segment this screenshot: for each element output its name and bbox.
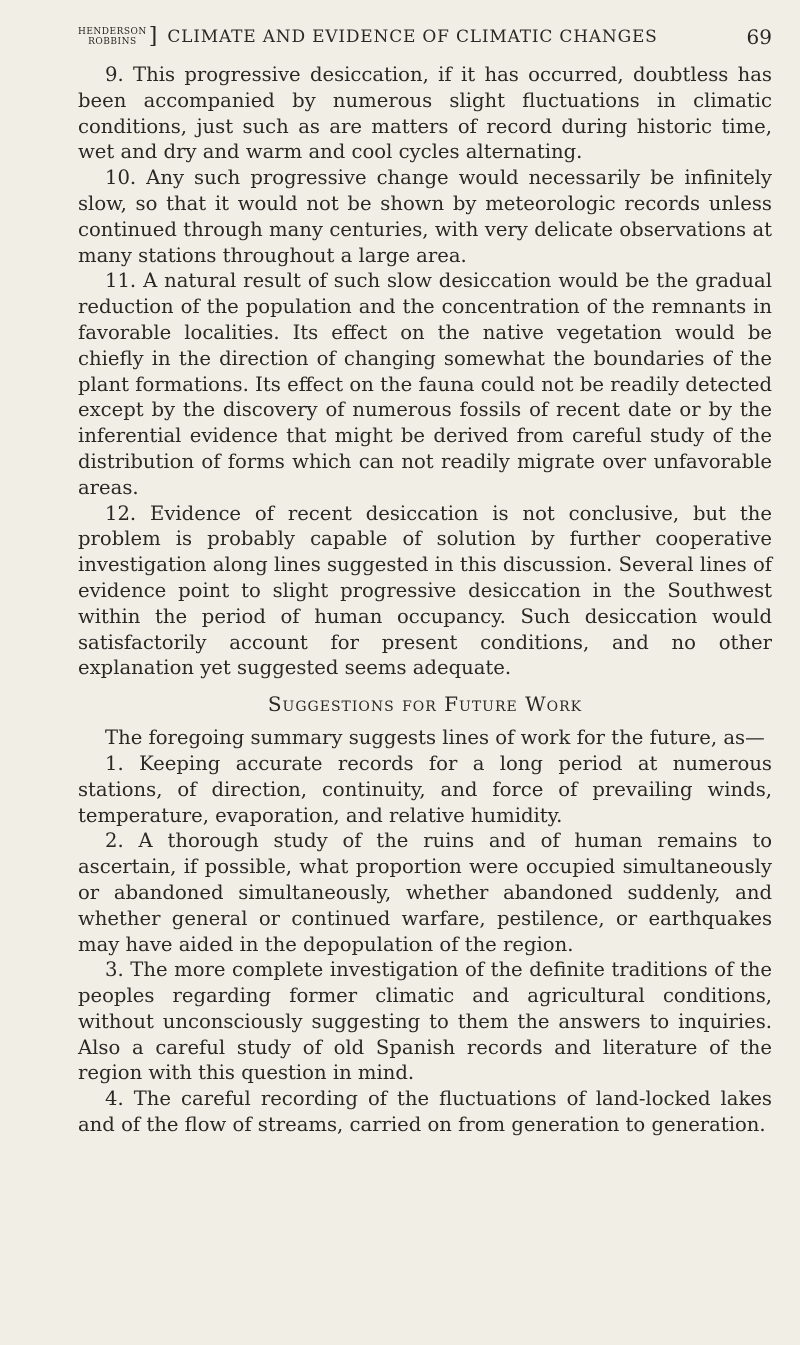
intro-paragraph: The foregoing summary suggests lines of work for the future, as— — [105, 726, 765, 750]
paragraph-12: 12. Evidence of recent desiccation is not conclusive, but the problem is probably capable of solution by further cooperative investigation along lines suggested in this discussion. Several lines of evidence point to slight progressive desiccation in the Southwest within the period of human occupancy. Such desiccation would satisfactorily account for present conditions, and no other explanation yet suggested seems adequate. — [78, 501, 772, 680]
paragraph-10: 10. Any such progressive change would necessarily be infinitely slow, so that it would not be shown by meteorologic records unless continued through many centuries, with very delicate observations at many stations throughout a large area. — [78, 166, 772, 267]
running-head — [78, 24, 772, 50]
suggestion-4: 4. The careful recording of the fluctuations of land-locked lakes and of the flow of streams, carried on from generation to generation. — [78, 1087, 772, 1137]
author-bracket — [78, 26, 157, 48]
body-text — [78, 62, 772, 1138]
suggestion-1: 1. Keeping accurate records for a long period at numerous stations, of direction, continuity, and force of prevailing winds, temperature, evaporation, and relative humidity. — [78, 751, 772, 827]
suggestion-3: 3. The more complete investigation of the definite traditions of the peoples regarding former climatic and agricultural conditions, without unconsciously suggesting to them the answers to inquiries. Also a careful study of old Spanish records and literature of the region with this question in mind. — [78, 958, 772, 1085]
author-bracket-glyph: ] — [148, 24, 158, 49]
author-name: HENDERSON — [78, 27, 147, 37]
author-names — [78, 27, 147, 47]
paragraph-11: 11. A natural result of such slow desiccation would be the gradual reduction of the population and the concentration of the remnants in favorable localities. Its effect on the native vegetation would be chiefly in the direction of changing somewhat the boundaries of the plant formations. Its effect on the fauna could not be readily detected except by the discovery of numerous fossils of recent date or by the inferential evidence that might be derived from careful study of the distribution of forms which can not readily migrate over unfavorable areas. — [78, 269, 772, 499]
running-title: CLIMATE AND EVIDENCE OF CLIMATIC CHANGES — [167, 27, 658, 47]
author-name: ROBBINS — [88, 37, 137, 47]
section-heading: Suggestions for Future Work — [267, 692, 583, 717]
suggestion-2: 2. A thorough study of the ruins and of human remains to ascertain, if possible, what proportion were occupied simultaneously or abandoned simultaneously, whether abandoned suddenly, and whether general or continued warfare, pestilence, or earthquakes may have aided in the depopulation of the region. — [78, 829, 772, 956]
paragraph-9: 9. This progressive desiccation, if it has occurred, doubtless has been accompanied by numerous slight fluctuations in climatic conditions, just such as are matters of record during historic time, wet and dry and warm and cool cycles alternating. — [78, 63, 772, 164]
page-number: 69 — [746, 25, 772, 49]
